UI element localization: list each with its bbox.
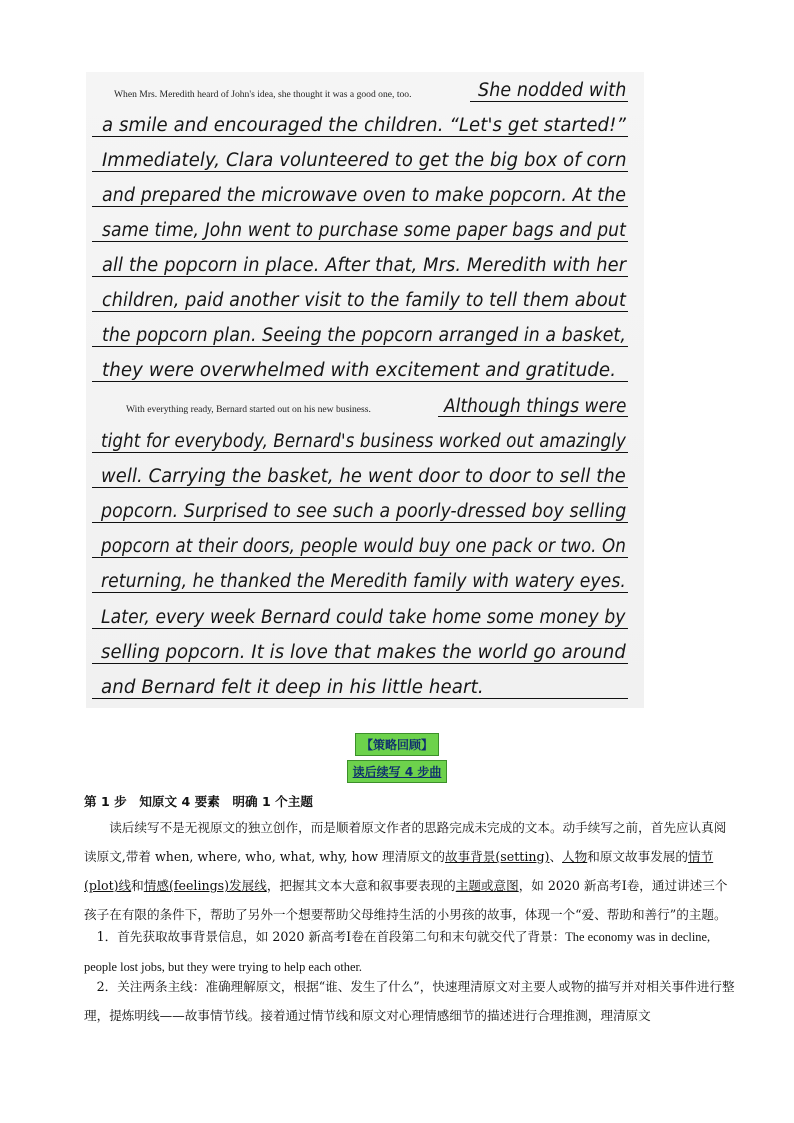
writing-rule [92, 206, 628, 207]
essay-line: a smile and encouraged the children. “Let's get started!” [102, 115, 626, 136]
character-term: 人物 [562, 849, 588, 864]
essay-line: children, paid another visit to the family to tell them about [102, 290, 627, 311]
background-quote: The economy was in decline, people lost jobs, but they were trying to help each other. [84, 930, 711, 974]
strategy-review-label: 【策略回顾】 [355, 733, 439, 756]
essay-line: well. Carrying the basket, he went door to door to sell the [101, 466, 626, 487]
writing-rule [92, 487, 628, 488]
writing-rule [92, 452, 628, 453]
intro-paragraph: 读后续写不是无视原文的独立创作，而是顺着原文作者的思路完成未完成的文本。动手续写之前，首先应认真阅读原文,带着 when, where, who, what, why, how 理清原文的故事背景(setting)、人物和原文故事发展的情节(plot)线和情感(feelings)发展线，把握其文本大意和叙事要表现的主题或意图，如 2020 新高考Ⅰ卷，通过讲述三个孩子在有限的条件下，帮助了另外一个想要帮助父母维持生活的小男孩的故事，体现一个“爱、帮助和善行”的主题。 [84, 820, 728, 922]
writing-rule [92, 698, 628, 699]
writing-rule [92, 381, 628, 382]
writing-rule [92, 628, 628, 629]
essay-line: popcorn. Surprised to see such a poorly-dressed boy selling [101, 501, 627, 522]
essay-line: Although things were [444, 396, 627, 417]
essay-line: Later, every week Bernard could take home some money by [101, 607, 626, 628]
writing-rule [92, 241, 628, 242]
four-steps-label: 读后续写 4 步曲 [347, 760, 448, 783]
writing-rule [92, 346, 628, 347]
essay-line: popcorn at their doors, people would buy one pack or two. On [101, 536, 626, 557]
theme-term: 主题或意图 [455, 878, 519, 893]
writing-rule [92, 663, 628, 664]
essay-line: selling popcorn. It is love that makes the world go around [101, 642, 626, 663]
essay-line: same time, John went to purchase some paper bags and put [102, 220, 626, 241]
step-1-title: 第 1 步 知原文 4 要素 明确 1 个主题 [84, 794, 313, 809]
writing-rule [92, 311, 628, 312]
essay-line: and Bernard felt it deep in his little heart. [101, 677, 484, 698]
essay-line: and prepared the microwave oven to make popcorn. At the [102, 185, 627, 206]
strategy-review-heading [0, 733, 794, 756]
plot-lines-paragraph: 2．关注两条主线：准确理解原文，根据“谁、发生了什么”，快速理清原文对主要人或物的描写并对相关事件进行整理，提炼明线——故事情节线。接着通过情节线和原文对心理情感细节的描述进行合理推测，理清原文 [84, 979, 735, 1023]
essay-line: the popcorn plan. Seeing the popcorn arranged in a basket, [102, 325, 626, 346]
four-steps-heading [0, 760, 794, 783]
writing-rule [92, 276, 628, 277]
essay-line: tight for everybody, Bernard's business worked out amazingly [101, 431, 626, 452]
essay-line: all the popcorn in place. After that, Mrs. Meredith with her [102, 255, 627, 276]
essay-line: Immediately, Clara volunteered to get the big box of corn [102, 150, 627, 171]
writing-rule [92, 522, 628, 523]
writing-rule [92, 136, 628, 137]
writing-rule [438, 416, 628, 417]
writing-rule [470, 101, 628, 102]
para1-lead-sentence: When Mrs. Meredith heard of John's idea, she thought it was a good one, too. [114, 89, 412, 100]
para2-lead-sentence: With everything ready, Bernard started out on his new business. [126, 404, 371, 415]
writing-rule [92, 592, 628, 593]
essay-line: She nodded with [478, 80, 627, 101]
essay-line: they were overwhelmed with excitement and gratitude. [102, 360, 617, 381]
feelings-term: 情感(feelings)发展线 [143, 878, 267, 893]
setting-term: 故事背景(setting) [445, 849, 550, 864]
essay-line: returning, he thanked the Meredith family with watery eyes. [101, 571, 626, 592]
writing-rule [92, 557, 628, 558]
writing-rule [92, 171, 628, 172]
plot-term: 情节(plot)线 [84, 849, 714, 893]
background-paragraph: 1．首先获取故事背景信息，如 2020 新高考Ⅰ卷在首段第二句和末句就交代了背景：The economy was in decline, people lost jobs, but they were trying to help each other. [84, 929, 711, 974]
